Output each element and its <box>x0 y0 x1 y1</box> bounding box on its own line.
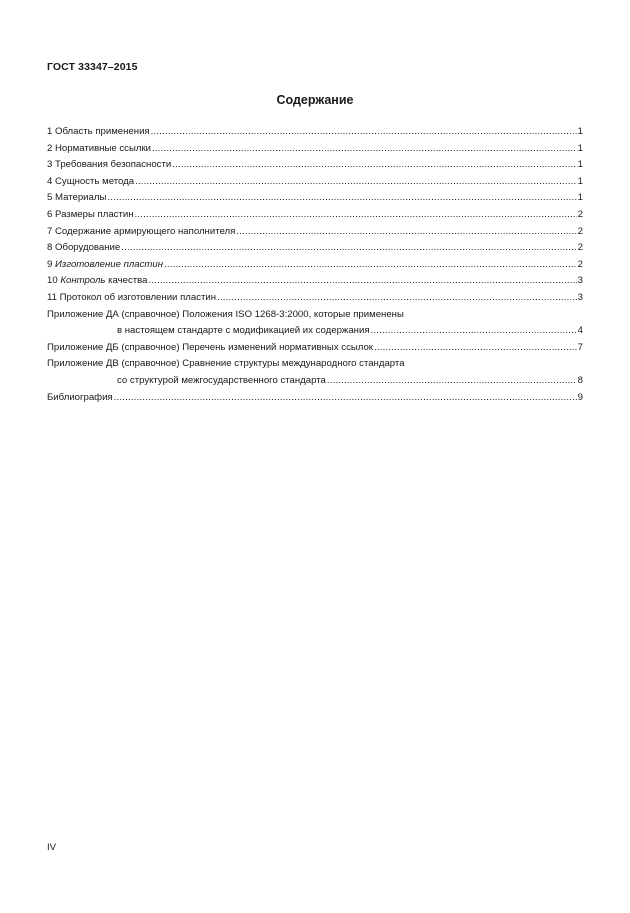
toc-entry-label-prefix: 10 <box>47 275 61 287</box>
toc-leader-dots <box>374 340 577 357</box>
toc-entry-continuation-label: со структурой межгосударственного стандарта <box>117 374 326 386</box>
toc-entry[interactable] <box>47 224 583 241</box>
toc-entry-label: 7 Содержание армирующего наполнителя <box>47 225 236 237</box>
toc-leader-dots <box>172 157 576 174</box>
toc-entry-label: Приложение ДБ (справочное) Перечень изменений нормативных ссылок <box>47 341 373 353</box>
toc-entry[interactable] <box>47 290 583 307</box>
toc-entry[interactable] <box>47 157 583 174</box>
toc-entry-page: 9 <box>577 391 583 403</box>
toc-entry[interactable] <box>47 124 583 141</box>
toc-entry-label-italic: Контроль <box>60 275 106 287</box>
toc-entry-heading[interactable] <box>47 356 583 373</box>
toc-entry-label-prefix: 9 <box>47 258 56 270</box>
toc-entry-label: 2 Нормативные ссылки <box>47 142 152 154</box>
table-of-contents <box>47 124 583 406</box>
toc-entry-page: 3 <box>577 275 583 287</box>
toc-entry-page: 2 <box>577 208 583 220</box>
toc-entry-page: 1 <box>577 175 583 187</box>
toc-entry-label <box>47 273 147 290</box>
toc-leader-dots <box>371 323 577 340</box>
toc-entry-label <box>47 257 163 274</box>
toc-leader-dots <box>114 390 577 407</box>
toc-entry-page: 1 <box>577 192 583 204</box>
toc-entry-label: 11 Протокол об изготовлении пластин <box>47 291 217 303</box>
toc-entry-continuation[interactable] <box>47 323 583 340</box>
toc-entry[interactable] <box>47 340 583 357</box>
toc-leader-dots <box>164 257 577 274</box>
toc-leader-dots <box>152 141 577 158</box>
toc-entry-continuation-label: в настоящем стандарте с модификацией их содержания <box>117 325 370 337</box>
toc-leader-dots <box>107 190 576 207</box>
toc-entry-label: Приложение ДВ (справочное) Сравнение структуры международного стандарта <box>47 358 405 370</box>
toc-entry-label: 6 Размеры пластин <box>47 208 134 220</box>
toc-entry-label: 5 Материалы <box>47 192 107 204</box>
toc-entry-continuation[interactable] <box>47 373 583 390</box>
toc-leader-dots <box>135 207 577 224</box>
standard-code: ГОСТ 33347–2015 <box>47 61 138 73</box>
toc-entry[interactable] <box>47 257 583 274</box>
toc-entry[interactable] <box>47 190 583 207</box>
toc-entry-label-suffix: качества <box>105 275 148 287</box>
toc-entry-label: 8 Оборудование <box>47 242 121 254</box>
toc-entry[interactable] <box>47 207 583 224</box>
toc-leader-dots <box>217 290 577 307</box>
toc-entry-page: 7 <box>577 341 583 353</box>
toc-leader-dots <box>135 174 577 191</box>
toc-leader-dots <box>151 124 577 141</box>
toc-entry-page: 8 <box>577 374 583 386</box>
toc-entry-page: 3 <box>577 291 583 303</box>
toc-entry-page: 4 <box>577 325 583 337</box>
toc-entry[interactable] <box>47 141 583 158</box>
page-number: IV <box>47 842 57 853</box>
toc-entry-heading[interactable] <box>47 307 583 324</box>
toc-entry-label: 3 Требования безопасности <box>47 159 172 171</box>
toc-entry-label: 1 Область применения <box>47 126 150 137</box>
toc-entry[interactable] <box>47 273 583 290</box>
toc-leader-dots <box>148 273 576 290</box>
toc-entry[interactable] <box>47 240 583 257</box>
toc-entry-page: 2 <box>577 242 583 254</box>
toc-entry-page: 2 <box>577 258 583 270</box>
toc-leader-dots <box>236 224 576 241</box>
toc-entry-page: 2 <box>577 225 583 237</box>
toc-leader-dots <box>121 240 576 257</box>
toc-leader-dots <box>327 373 577 390</box>
toc-entry-label: Приложение ДА (справочное) Положения ISO 1268-3:2000, которые применены <box>47 308 404 320</box>
toc-entry[interactable] <box>47 174 583 191</box>
toc-entry-label: 4 Сущность метода <box>47 175 135 187</box>
page-title: Содержание <box>276 93 354 107</box>
toc-entry[interactable] <box>47 390 583 407</box>
toc-entry-label-italic: Изготовление пластин <box>55 258 163 270</box>
toc-entry-page: 1 <box>577 126 583 137</box>
toc-entry-label: Библиография <box>47 391 113 403</box>
toc-entry-page: 1 <box>577 159 583 171</box>
toc-entry-page: 1 <box>577 142 583 154</box>
